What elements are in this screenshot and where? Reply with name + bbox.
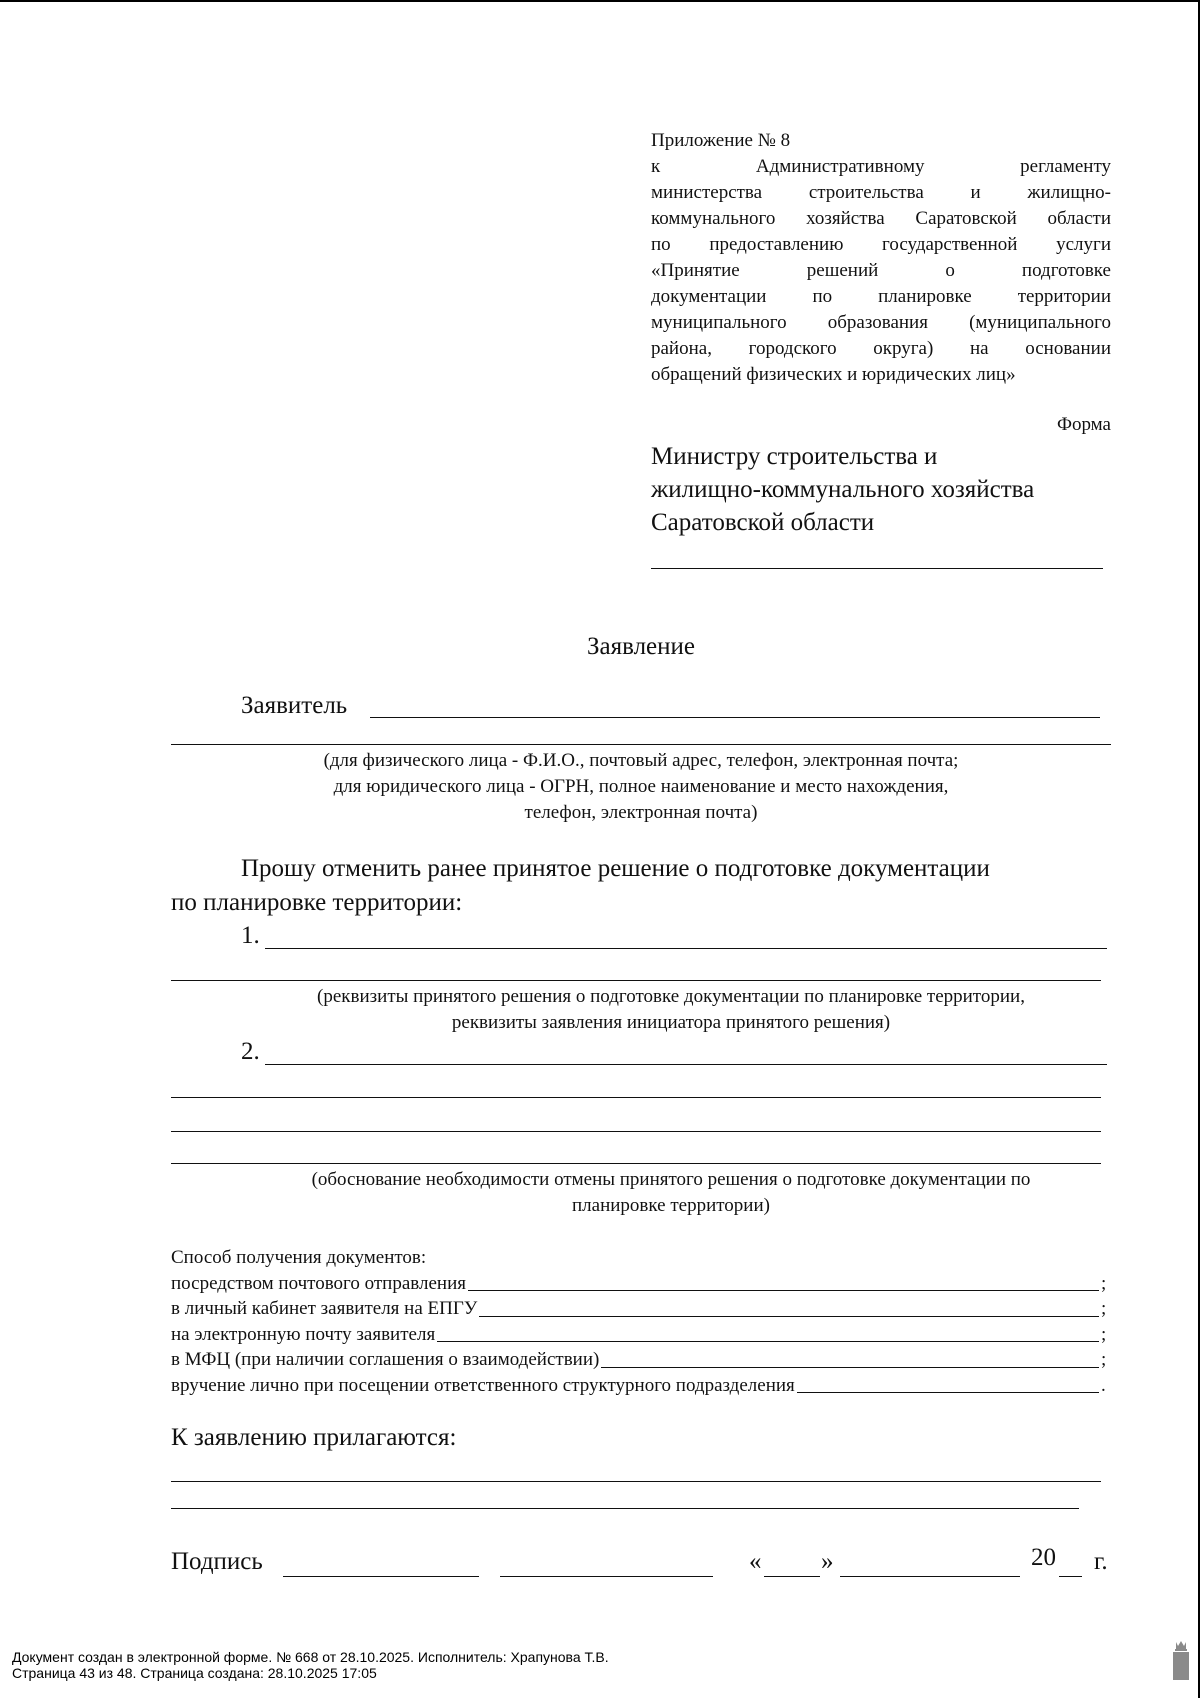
date-quote-open: «: [749, 1548, 762, 1575]
footer-line: Документ создан в электронной форме. № 668 от 28.10.2025. Исполнитель: Храпунова Т.В.: [12, 1649, 609, 1665]
delivery-option-post[interactable]: [171, 1271, 1111, 1297]
delivery-heading: [171, 1245, 1111, 1271]
date-day-blank[interactable]: [764, 1576, 820, 1577]
item-1-blank-line[interactable]: [265, 948, 1107, 949]
caption-line: телефон, электронная почта): [524, 802, 758, 823]
delivery-option-blank[interactable]: [437, 1323, 1099, 1342]
delivery-option-epgu[interactable]: [171, 1296, 1111, 1322]
page-border-top: [0, 0, 1200, 2]
delivery-option-mfc[interactable]: [171, 1347, 1111, 1373]
delivery-methods: [171, 1245, 1111, 1398]
item-1-blank-line-2[interactable]: [171, 980, 1101, 981]
signature-label: Подпись: [171, 1548, 263, 1575]
addressee-blank-line[interactable]: [651, 568, 1103, 569]
addressee-block: [651, 440, 1121, 539]
date-month-blank[interactable]: [840, 1576, 1020, 1577]
applicant-label: Заявитель: [241, 692, 348, 719]
appendix-line: по предоставлению государственной услуги: [651, 234, 1111, 255]
delivery-option-end: ;: [1101, 1272, 1107, 1294]
date-year-blank[interactable]: [1059, 1576, 1082, 1577]
delivery-heading-text: Способ получения документов:: [171, 1247, 427, 1268]
item-1-number: 1.: [241, 922, 260, 949]
delivery-option-label: посредством почтового отправления: [171, 1272, 466, 1294]
request-line-2: по планировке территории:: [171, 889, 463, 916]
applicant-caption: [171, 748, 1111, 826]
date-year-suffix: г.: [1094, 1548, 1108, 1575]
appendix-line: министерства строительства и жилищно-: [651, 182, 1111, 203]
delivery-option-blank[interactable]: [479, 1298, 1099, 1317]
delivery-option-label: в МФЦ (при наличии соглашения о взаимодействии): [171, 1349, 600, 1370]
caption-line: (для физического лица - Ф.И.О., почтовый адрес, телефон, электронная почта;: [323, 750, 959, 771]
document-title: Заявление: [586, 633, 696, 660]
electronic-stamp-icon: [1170, 1638, 1192, 1684]
attachments-blank-line[interactable]: [171, 1481, 1101, 1482]
delivery-option-blank[interactable]: [468, 1272, 1099, 1291]
item-2-blank-line-2[interactable]: [171, 1097, 1101, 1098]
item-2-number: 2.: [241, 1038, 260, 1065]
date-year-prefix: 20: [1031, 1544, 1056, 1571]
appendix-line: «Принятие решений о подготовке: [651, 260, 1111, 281]
caption-line: планировке территории): [572, 1195, 770, 1216]
caption-line: (реквизиты принятого решения о подготовке документации по планировке территории,: [317, 986, 1025, 1007]
delivery-option-label: на электронную почту заявителя: [171, 1323, 436, 1345]
item-2-blank-line-4[interactable]: [171, 1163, 1101, 1164]
footer-line: Страница 43 из 48. Страница создана: 28.10.2025 17:05: [12, 1665, 377, 1681]
delivery-option-in-person[interactable]: [171, 1373, 1111, 1399]
delivery-option-email[interactable]: [171, 1322, 1111, 1348]
delivery-option-end: ;: [1101, 1349, 1107, 1370]
applicant-blank-line[interactable]: [370, 717, 1100, 718]
addressee-line: Саратовской области: [651, 509, 875, 536]
form-label: Форма: [1056, 414, 1111, 435]
delivery-option-end: .: [1101, 1374, 1106, 1396]
addressee-line: Министру строительства и: [651, 443, 938, 470]
request-line-1: Прошу отменить ранее принятое решение о подготовке документации: [241, 855, 990, 882]
item-2-blank-line[interactable]: [265, 1064, 1107, 1065]
document-footer: [12, 1649, 609, 1681]
caption-line: (обоснование необходимости отмены принятого решения о подготовке документации по: [311, 1169, 1031, 1190]
appendix-line: района, городского округа) на основании: [651, 338, 1111, 359]
attachments-blank-line-2[interactable]: [171, 1508, 1079, 1509]
item-2-caption: [171, 1167, 1171, 1219]
item-1-caption: [171, 984, 1171, 1036]
delivery-option-label: в личный кабинет заявителя на ЕПГУ: [171, 1298, 478, 1319]
caption-line: для юридического лица - ОГРН, полное наименование и место нахождения,: [333, 776, 949, 797]
applicant-blank-line-2[interactable]: [171, 744, 1111, 745]
signature-blank[interactable]: [283, 1576, 479, 1577]
caption-line: реквизиты заявления инициатора принятого решения): [451, 1012, 891, 1033]
appendix-line: документации по планировке территории: [651, 286, 1111, 307]
delivery-option-blank[interactable]: [797, 1374, 1099, 1393]
item-2-blank-line-3[interactable]: [171, 1131, 1101, 1132]
delivery-option-blank[interactable]: [601, 1349, 1099, 1368]
delivery-option-end: ;: [1101, 1323, 1107, 1345]
date-quote-close: »: [821, 1548, 834, 1575]
appendix-line: Приложение № 8: [651, 130, 791, 151]
addressee-line: жилищно-коммунального хозяйства: [651, 476, 1035, 503]
delivery-option-label: вручение лично при посещении ответственного структурного подразделения: [171, 1374, 795, 1396]
delivery-option-end: ;: [1101, 1298, 1107, 1319]
appendix-line: обращений физических и юридических лиц»: [651, 364, 1016, 385]
signature-name-blank[interactable]: [500, 1576, 713, 1577]
appendix-line: муниципального образования (муниципального: [651, 312, 1111, 333]
appendix-line: коммунального хозяйства Саратовской области: [651, 208, 1111, 229]
appendix-header: [651, 128, 1111, 388]
attachments-label: К заявлению прилагаются:: [171, 1424, 457, 1451]
appendix-line: к Административному регламенту: [651, 156, 1111, 177]
